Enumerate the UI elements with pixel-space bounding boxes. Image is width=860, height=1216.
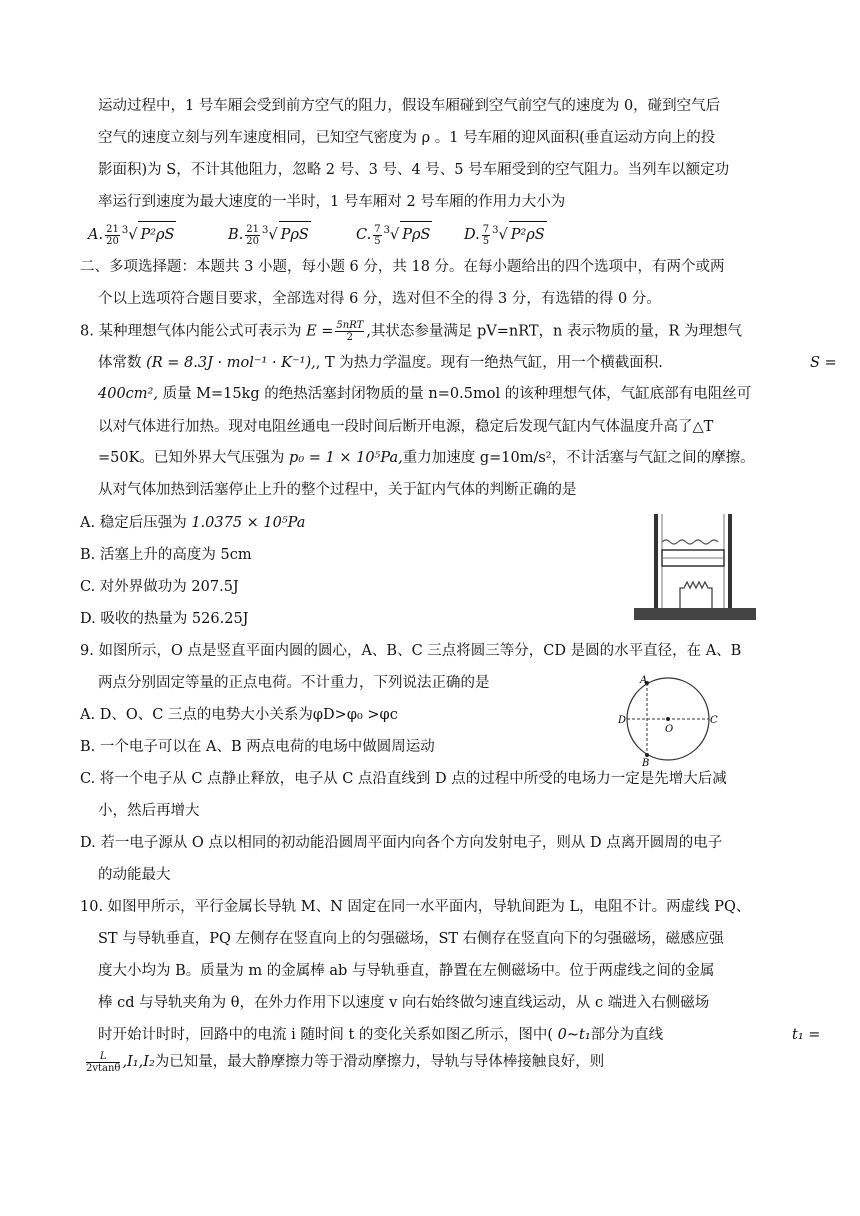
q9-option-b: B. 一个电子可以在 A、B 两点电荷的电场中做圆周运动	[80, 739, 435, 755]
q8-line: 从对气体加热到活塞停止上升的整个过程中，关于缸内气体的判断正确的是	[98, 482, 577, 498]
q10-line: 度大小均为 B。质量为 m 的金属棒 ab 与导轨垂直，静置在左侧磁场中。位于两虚线之间的金属	[98, 963, 715, 979]
q10-line: $\frac{L}{2vtan\theta}$ ,I₁,I₂为已知量，最大静摩擦力等于滑动摩擦力，导轨与导体棒接触良好，则	[86, 1050, 605, 1074]
q9-line: 9. 如图所示，O 点是竖直平面内圆的圆心，A、B、C 三点将圆三等分，CD 是圆的水平直径，在 A、B	[80, 643, 742, 659]
q8-option-d: D. 吸收的热量为 526.25J	[80, 611, 249, 627]
q7-line: 率运行到速度为最大速度的一半时，1 号车厢对 2 号车厢的作用力大小为	[98, 194, 566, 210]
q7-option-d: D. $\frac{7}{5}$ $^3$√ P²ρS	[464, 218, 547, 248]
label-d: D	[618, 715, 627, 726]
q9-option-c: C. 将一个电子从 C 点静止释放，电子从 C 点沿直线到 D 点的过程中所受的电场力一定是先增大后减	[80, 771, 727, 787]
q7-option-a: A. $\frac{21}{20}$ $^3$√ P²ρS	[88, 218, 176, 248]
q9-option-d: 的动能最大	[98, 867, 171, 883]
q8-line: =50K。已知外界大气压强为 p₀ = 1 × 10⁵Pa,重力加速度 g=10m/s²，不计活塞与气缸之间的摩擦。	[98, 450, 755, 466]
q8-line: 体常数 (R = 8.3J · mol⁻¹ · K⁻¹),, T 为热力学温度。现有一绝热气缸，用一个横截面积. S =	[98, 355, 837, 371]
cylinder-figure	[630, 510, 760, 624]
q9-option-c: 小，然后再增大	[98, 803, 200, 819]
q8-line: 400cm², 质量 M=15kg 的绝热活塞封闭物质的量 n=0.5mol 的该种理想气体，气缸底部有电阻丝可	[98, 386, 752, 402]
section-heading: 二、多项选择题：本题共 3 小题，每小题 6 分，共 18 分。在每小题给出的四个选项中，有两个或两	[80, 259, 725, 275]
q7-option-c: C. $\frac{7}{5}$ $^3$√ PρS	[356, 218, 432, 248]
q8-option-c: C. 对外界做功为 207.5J	[80, 579, 239, 595]
label-o: O	[665, 724, 674, 735]
q10-line: 棒 cd 与导轨夹角为 θ，在外力作用下以速度 v 向右始终做匀速直线运动，从 c 端进入右侧磁场	[98, 995, 710, 1011]
q10-line: 时开始计时时，回路中的电流 i 随时间 t 的变化关系如图乙所示，图中( 0~t₁部分为直线 t₁ =	[98, 1027, 821, 1043]
label-a: A	[640, 675, 648, 686]
q10-line: ST 与导轨垂直，PQ 左侧存在竖直向上的匀强磁场，ST 右侧存在竖直向下的匀强磁场，磁感应强	[98, 931, 724, 947]
q8-line: 以对气体进行加热。现对电阻丝通电一段时间后断开电源，稳定后发现气缸内气体温度升高了△T	[98, 419, 714, 435]
label-c: C	[710, 715, 718, 726]
q7-line: 运动过程中，1 号车厢会受到前方空气的阻力，假设车厢碰到空气前空气的速度为 0，碰到空气后	[98, 98, 721, 114]
q8-option-b: B. 活塞上升的高度为 5cm	[80, 547, 252, 563]
q7-line: 空气的速度立刻与列车速度相同，已知空气密度为 ρ 。1 号车厢的迎风面积(垂直运动方向上的投	[98, 130, 716, 146]
q8-line: 8. 某种理想气体内能公式可表示为 E = $\frac{\text{5nRT}}{2}$ ,其状态参量满足 pV=nRT，n 表示物质的量，R 为理想气	[80, 320, 743, 343]
q7-line: 影面积)为 S，不计其他阻力，忽略 2 号、3 号、4 号、5 号车厢受到的空气阻力。当列车以额定功	[98, 162, 730, 178]
q9-line: 两点分别固定等量的正点电荷。不计重力，下列说法正确的是	[98, 675, 490, 691]
q7-option-b: B. $\frac{21}{20}$ $^3$√ PρS	[228, 218, 311, 248]
q8-option-a: A. 稳定后压强为 1.0375 × 10⁵Pa	[80, 515, 306, 531]
label-b: B	[642, 758, 650, 768]
section-heading: 个以上选项符合题目要求，全部选对得 6 分，选对但不全的得 3 分，有选错的得 0 分。	[98, 291, 661, 307]
q9-option-a: A. D、O、C 三点的电势大小关系为φD>φ₀ >φc	[80, 707, 398, 723]
q10-line: 10. 如图甲所示，平行金属长导轨 M、N 固定在同一水平面内，导轨间距为 L，电阻不计。两虚线 PQ、	[80, 899, 751, 915]
circle-figure	[618, 674, 718, 768]
q9-option-d: D. 若一电子源从 O 点以相同的初动能沿圆周平面内向各个方向发射电子，则从 D 点离开圆周的电子	[80, 835, 723, 851]
